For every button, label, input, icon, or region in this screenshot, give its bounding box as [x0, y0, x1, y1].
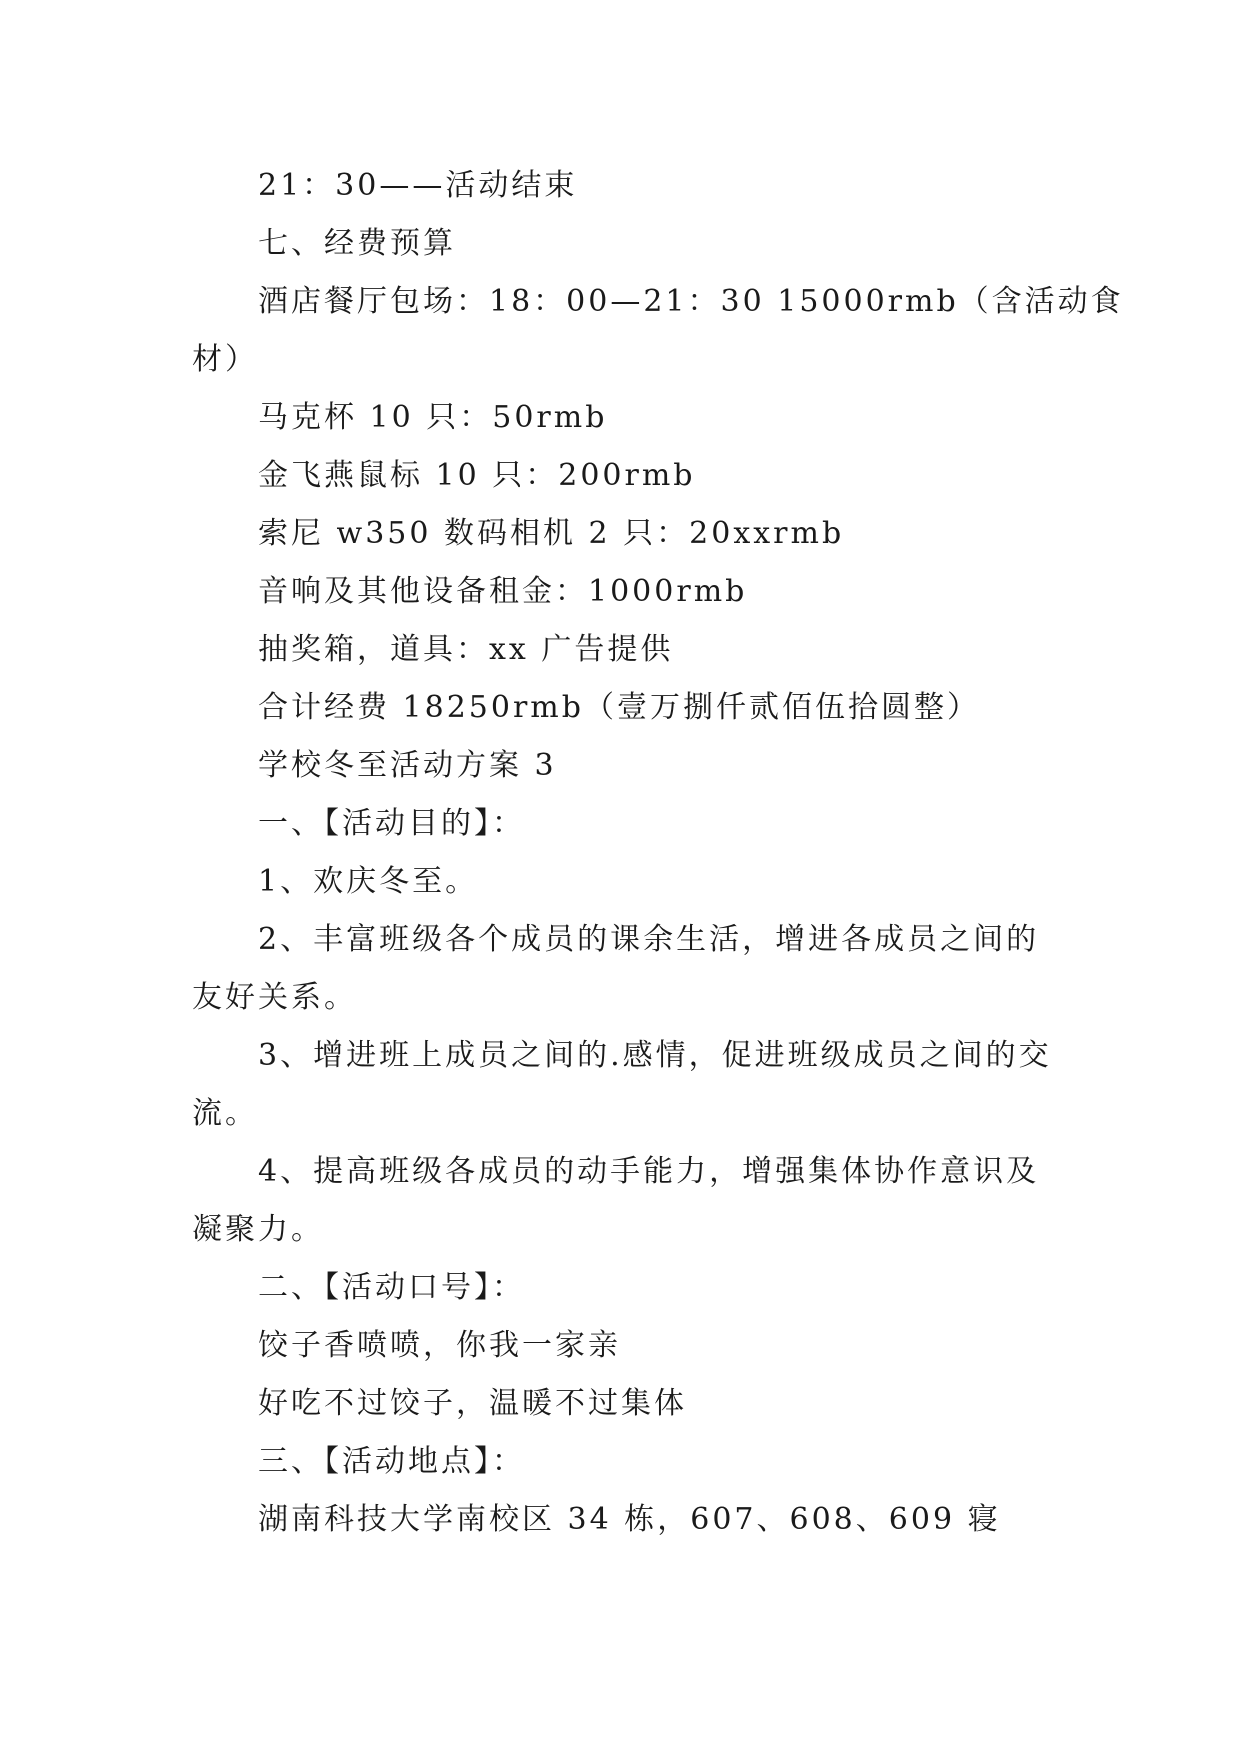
- section-heading-budget: 七、经费预算: [258, 226, 456, 261]
- list-item-purpose-4-cont: 凝聚力。: [192, 1212, 324, 1247]
- text-line-location: 湖南科技大学南校区 34 栋，607、608、609 寝: [258, 1502, 1001, 1537]
- list-item-purpose-2-cont: 友好关系。: [192, 980, 357, 1015]
- list-item-purpose-2: 2、丰富班级各个成员的课余生活，增进各成员之间的: [258, 922, 1040, 957]
- list-item-purpose-3: 3、增进班上成员之间的.感情，促进班级成员之间的交: [258, 1038, 1052, 1073]
- text-line-budget-total: 合计经费 18250rmb（壹万捌仟贰佰伍拾圆整）: [258, 690, 980, 725]
- text-line-budget-venue-cont: 材）: [192, 342, 258, 377]
- text-line-budget-mugs: 马克杯 10 只：50rmb: [258, 400, 608, 435]
- text-line-budget-venue: 酒店餐厅包场：18：00—21：30 15000rmb（含活动食: [258, 284, 1124, 319]
- text-line-budget-cameras: 索尼 w350 数码相机 2 只：20xxrmb: [258, 516, 845, 551]
- section-heading-slogan: 二、【活动口号】：: [258, 1270, 525, 1305]
- text-line-end-time: 21：30——活动结束: [258, 168, 578, 203]
- section-heading-location: 三、【活动地点】：: [258, 1444, 525, 1479]
- document-title: 学校冬至活动方案 3: [258, 748, 557, 783]
- list-item-purpose-1: 1、欢庆冬至。: [258, 864, 479, 899]
- text-line-slogan-2: 好吃不过饺子，温暖不过集体: [258, 1386, 687, 1421]
- section-heading-purpose: 一、【活动目的】：: [258, 806, 525, 841]
- text-line-budget-mice: 金飞燕鼠标 10 只：200rmb: [258, 458, 696, 493]
- text-line-slogan-1: 饺子香喷喷，你我一家亲: [258, 1328, 621, 1363]
- list-item-purpose-4: 4、提高班级各成员的动手能力，增强集体协作意识及: [258, 1154, 1040, 1189]
- text-line-budget-props: 抽奖箱，道具：xx 广告提供: [258, 632, 674, 667]
- list-item-purpose-3-cont: 流。: [192, 1096, 258, 1131]
- text-line-budget-audio: 音响及其他设备租金：1000rmb: [258, 574, 748, 609]
